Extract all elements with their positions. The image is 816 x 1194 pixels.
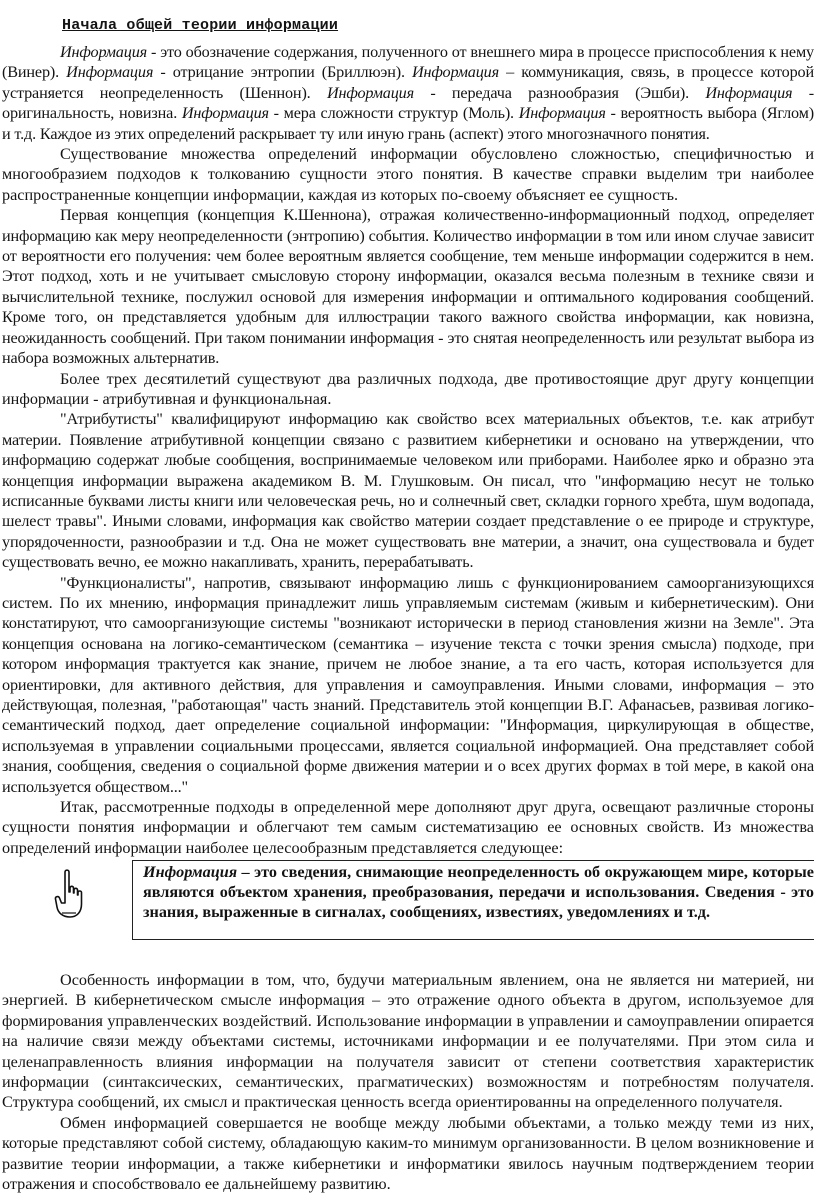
term: Информация <box>411 63 500 82</box>
paragraph: Особенность информации в том, что, будучи материальным явлением, она не является ни материей, ни энергией. В кибернетическом смысле информация – это отражение одного объекта в другом, используемое для формирования управленческих воздействий. Использование информации в управлении и самоуправлении опирается на наличие связи между объектами системы, источниками информации и ее получателями. При этом сила и целенаправленность влияния информации на получателя зависит от степени соответствия характеристик информации (синтаксических, семантических, прагматических) возможностям и потребностям получателя. Структура сообщений, их смысл и практическая ценность всегда ориентированны на определенного получателя. <box>2 971 814 1112</box>
document-body <box>2 42 814 858</box>
paragraph: "Атрибутисты" квалифицируют информацию как свойство всех материальных объектов, т.е. как атрибут материи. Появление атрибутивной концепции связано с развитием кибернетики и основано на утверждении, что информацию содержат любые сообщения, воспринимаемые человеком или приборами. Наиболее ярко и образно эта концепция информации выражена академиком В. М. Глушковым. Он писал, что "информацию несут не только исписанные буквами листы книги или человеческая речь, но и солнечный свет, складки горного хребта, шум водопада, шелест травы". Иными словами, информация как свойство материи создает представление о ее природе и структуре, упорядоченности, разнообразии и т.д. Она не может существовать вне материи, а значит, она существовала и будет существовать вечно, ее можно накапливать, хранить, перерабатывать. <box>2 410 814 572</box>
term: Информация <box>181 104 269 123</box>
definition-rest: – это сведения, снимающие неопределенность об окружающем мире, которые являются объектом хранения, преобразования, передачи и использования. Сведения - это знания, выраженные в сигналах, сообщениях, известиях, уведомлениях и т.д. <box>143 863 814 921</box>
term: Информация <box>66 63 154 82</box>
text: - мера сложности структур (Моль). <box>268 104 519 123</box>
text: - оригинальность, новизна. <box>2 83 815 123</box>
text: - отрицание энтропии (Бриллюэн). <box>153 63 412 82</box>
definition-term: Информация <box>143 863 238 881</box>
paragraph: Существование множества определений информации обусловлено сложностью, специфичностью и многообразием подходов к толкованию сущности этого понятия. В качестве справки выделим три наиболее распространенные концепции информации, каждая из которых по-своему объясняет ее сущность. <box>2 145 814 204</box>
definition-text <box>143 862 814 922</box>
text: - это обозначение содержания, полученного от внешнего мира в процессе приспособления к нему (Винер). <box>2 43 814 82</box>
paragraph: "Функционалисты", напротив, связывают информацию лишь с функционированием самоорганизующихся систем. По их мнению, информация принадлежит лишь управляемым системам (живым и кибернетическим). Они констатируют, что самоорганизующие системы "возникают исторически в период становления жизни на Земле". Эта концепция основана на логико-семантическом (семантика – изучение текста с точки зрения смысла) подходе, при котором информация трактуется как знание, причем не любое знание, а та его часть, которая используется для ориентировки, для активного действия, для управления и самоуправления. Иными словами, информация – это действующая, полезная, "работающая" часть знаний. Представитель этой концепции В.Г. Афанасьев, развивая логико-семантический подход, дает определение социальной информации: "Информация, циркулирующая в обществе, используемая в управлении социальными процессами, является социальной информацией. Она представляет собой знания, сообщения, сведения о социальной форме движения материи и о всех других формах в той мере, в какой она используется обществом..." <box>2 573 814 796</box>
term: Информация <box>60 43 148 61</box>
paragraph: Обмен информацией совершается не вообще между любыми объектами, а только между теми из них, которые представляют собой систему, обладающую каким-то минимум организованности. В целом возникновение и развитие теории информации, а также кибернетики и информатики явилось научным подтверждением теории отражения и способствовало ее дальнейшему развитию. <box>2 1113 814 1194</box>
paragraph: Первая концепция (концепция К.Шеннона), отражая количественно-информационный подход, определяет информацию как меру неопределенности (энтропию) события. Количество информации в том или ином случае зависит от вероятности его получения: чем более вероятным является сообщение, тем меньше информации содержится в нем. Этот подход, хоть и не учитывает смысловую сторону информации, оказался весьма полезным в технике связи и вычислительной технике, послужил основой для измерения информации и оптимального кодирования сообщений. Кроме того, он представляется удобным для иллюстрации такого важного свойства информации, как новизна, неожиданность сообщений. При таком понимании информация - это снятая неопределенность или результат выбора из набора возможных альтернатив. <box>2 206 814 368</box>
text: - вероятность выбора (Яглом) и т.д. Каждое из этих определений раскрывает ту или иную грань (аспект) этого многозначного понятия. <box>2 104 814 143</box>
definition-box <box>132 860 814 940</box>
term: Информация <box>705 83 793 102</box>
definition-block <box>0 860 816 946</box>
page-title: Начала общей теории информации <box>62 17 339 34</box>
term: Информация <box>518 104 606 123</box>
document-body-continued <box>2 970 814 1194</box>
text: - передача разнообразия (Эшби). <box>413 83 706 102</box>
paragraph: Итак, рассмотренные подходы в определенной мере дополняют друг друга, освещают различные стороны сущности понятия информации и облегчают тем самым систематизацию ее основных свойств. Из множества определений информации наиболее целесообразным представляется следующее: <box>2 798 814 857</box>
pointing-hand-icon <box>52 868 86 920</box>
term: Информация <box>326 83 414 102</box>
paragraph: Более трех десятилетий существуют два различных подхода, две противостоящие друг другу концепции информации - атрибутивная и функциональная. <box>2 369 814 408</box>
text: – коммуникация, связь, в процессе которой устраняется неопределенность (Шеннон). <box>2 63 814 102</box>
paragraph-definitions <box>2 42 814 144</box>
